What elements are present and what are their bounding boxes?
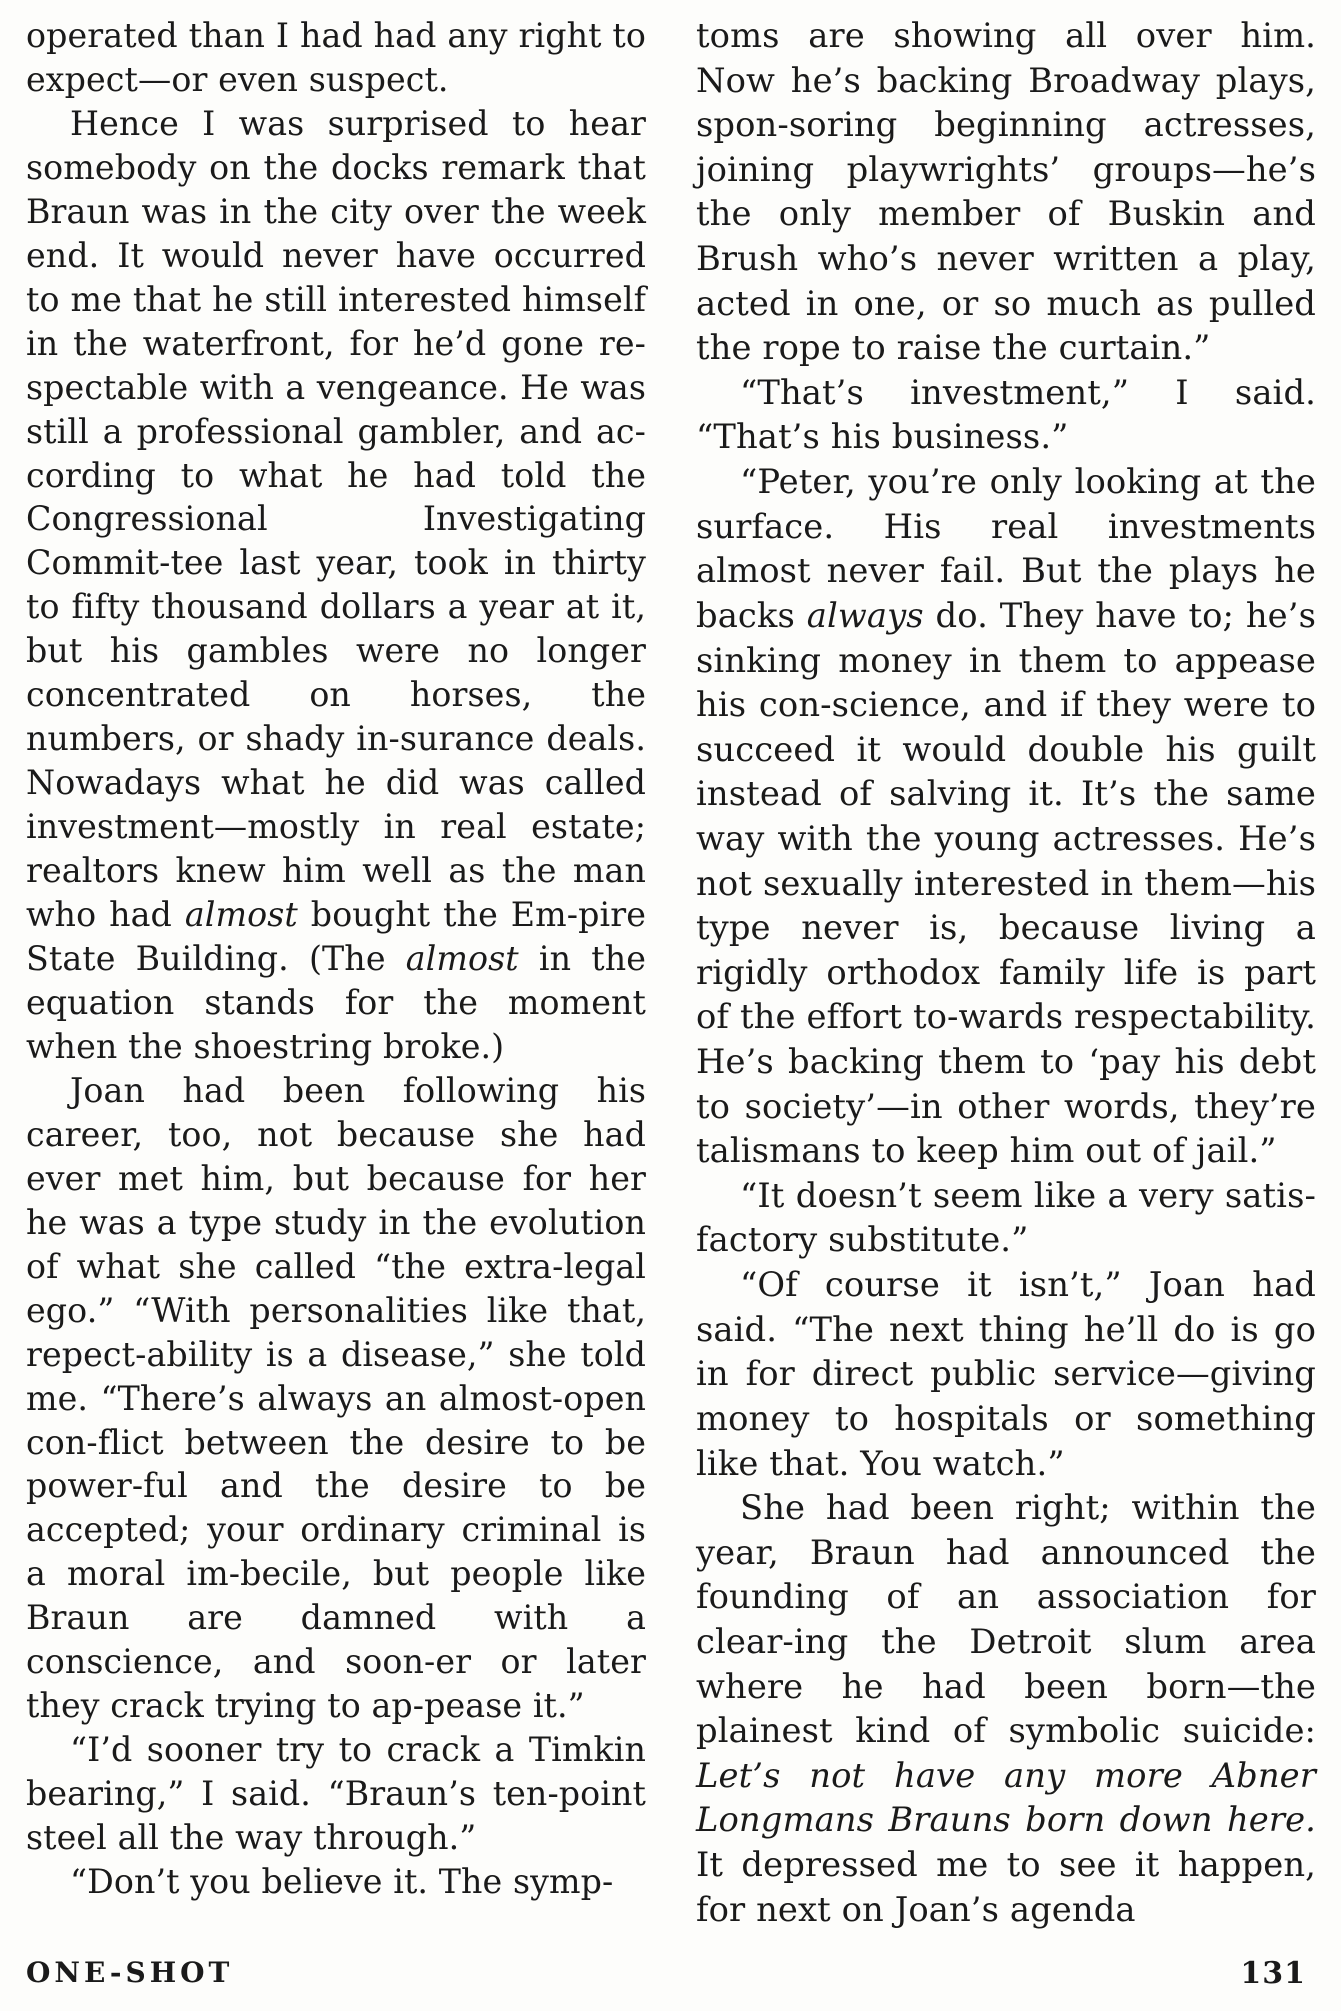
paragraph-text: in the equation stands for the moment when the shoestring broke.) <box>26 939 646 1066</box>
emphasis-text: almost <box>184 895 298 935</box>
paragraph-text: operated than I had had any right to expect—or even suspect. <box>26 16 646 99</box>
paragraph-text: “Of course it isn’t,” Joan had said. “The next thing he’ll do is go in for direct public service—giving money to hospitals or something like that. You watch.” <box>696 1265 1316 1483</box>
paragraph <box>696 1486 1316 1932</box>
paragraph <box>696 460 1316 1174</box>
paragraph-text: Hence I was surprised to hear somebody on the docks remark that Braun was in the city over the week end. It would never have occurred to me that he still interested himself in the waterfront, for he’d gone re-spectable with a vengeance. He was still a professional gambler, and ac-cording to what he had told the Congressional Investigating Commit-tee last year, took in thirty to fifty thousand dollars a year at it, but his gambles were no longer concentrated on horses, the numbers, or shady in-surance deals. Nowadays what he did was called investment—mostly in real estate; realtors knew him well as the man who had <box>26 103 646 935</box>
paragraph <box>696 14 1316 371</box>
right-column <box>696 14 1316 1932</box>
paragraph-text: toms are showing all over him. Now he’s backing Broadway plays, spon-soring beginning actresses, joining playwrights’ groups—he’s the only member of Buskin and Brush who’s never written a play, acted in one, or so much as pulled the rope to raise the curtain.” <box>696 16 1316 368</box>
page-footer <box>26 1956 1306 2002</box>
emphasis-text: Let’s not have any more Abner Longmans Brauns born down here. <box>696 1755 1316 1840</box>
paragraph <box>26 1860 646 1904</box>
paragraph <box>26 102 646 1069</box>
paragraph <box>696 371 1316 460</box>
paragraph <box>26 1728 646 1860</box>
emphasis-text: always <box>806 595 924 635</box>
page-number: 131 <box>1240 1956 1306 1991</box>
left-column <box>26 14 646 1904</box>
paragraph-text: “It doesn’t seem like a very satis-factory substitute.” <box>696 1175 1316 1260</box>
paragraph <box>26 1069 646 1728</box>
paragraph-text: “That’s investment,” I said. “That’s his business.” <box>696 372 1316 457</box>
paragraph-text: “Don’t you believe it. The symp- <box>70 1862 614 1902</box>
paragraph-text: do. They have to; he’s sinking money in them to appease his con-science, and if they were to succeed it would double his guilt instead of salving it. It’s the same way with the young actresses. He’s not sexually interested in them—his type never is, because living a rigidly orthodox family life is part of the effort to-wards respectability. He’s backing them to ‘pay his debt to society’—in other words, they’re talismans to keep him out of jail.” <box>696 595 1316 1171</box>
emphasis-text: almost <box>405 939 519 979</box>
paragraph-text: It depressed me to see it happen, for next on Joan’s agenda <box>696 1844 1316 1929</box>
paragraph <box>696 1174 1316 1263</box>
paragraph-text: “Peter, you’re only looking at the surface. His real investments almost never fail. But the plays he backs <box>696 462 1316 635</box>
paragraph-text: Joan had been following his career, too, not because she had ever met him, but because for her he was a type study in the evolution of what she called “the extra-legal ego.” “With personalities like that, repect-ability is a disease,” she told me. “There’s always an almost-open con-flict between the desire to be power-ful and the desire to be accepted; your ordinary criminal is a moral im-becile, but people like Braun are damned with a conscience, and soon-er or later they crack trying to ap-pease it.” <box>26 1070 646 1726</box>
paragraph-text: bought the Em-pire State Building. (The <box>26 895 646 979</box>
paragraph <box>26 14 646 102</box>
paragraph <box>696 1263 1316 1486</box>
running-title: ONE-SHOT <box>26 1956 234 1989</box>
paragraph-text: She had been right; within the year, Braun had announced the founding of an association for clear-ing the Detroit slum area where he had been born—the plainest kind of symbolic suicide: <box>696 1488 1316 1751</box>
paragraph-text: “I’d sooner try to crack a Timkin bearing,” I said. “Braun’s ten-point steel all the way through.” <box>26 1730 646 1858</box>
